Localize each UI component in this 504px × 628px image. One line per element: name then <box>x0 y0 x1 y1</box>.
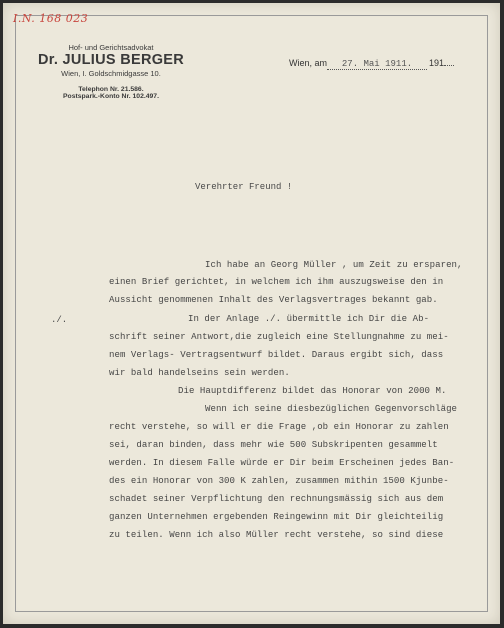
dateline-prefix: Wien, am <box>289 58 328 68</box>
body-line: Wenn ich seine diesbezüglichen Gegenvorschläge <box>205 403 458 414</box>
body-line: recht verstehe, so will er die Frage ,ob ein Honorar zu zahlen <box>109 421 449 432</box>
dateline-date: 27. Mai 1911. <box>327 59 427 70</box>
dateline-year-blank <box>444 65 454 66</box>
dateline-year-prefix: 191 <box>429 58 445 68</box>
body-line: Ich habe an Georg Müller , um Zeit zu ersparen, <box>205 259 463 270</box>
archive-number: I.N. 168 023 <box>13 12 89 25</box>
body-line: In der Anlage ./. übermittle ich Dir die Ab- <box>188 313 430 324</box>
body-line: einen Brief gerichtet, in welchem ich ihm auszugsweise den in <box>109 276 444 287</box>
body-line: Die Hauptdifferenz bildet das Honorar von 2000 M. <box>178 385 447 396</box>
letterhead-name: Dr. JULIUS BERGER <box>37 52 185 68</box>
letter-page <box>3 3 500 624</box>
body-line: sei, daran binden, dass mehr wie 500 Subskripenten gesammelt <box>109 439 438 450</box>
letterhead-address: Wien, I. Goldschmidgasse 10. <box>61 69 161 78</box>
body-line: Aussicht genommenen Inhalt des Verlagsvertrages bekannt gab. <box>109 294 438 305</box>
dateline <box>289 58 454 70</box>
body-line: ganzen Unternehmen ergebenden Reingewinn mit Dir gleichteilig <box>109 511 444 522</box>
body-line: des ein Honorar von 300 K zahlen, zusammen mithin 1500 Kjunbe- <box>109 475 449 486</box>
margin-mark: ./. <box>51 315 68 325</box>
letterhead <box>31 43 191 100</box>
body-line: schrift seiner Antwort,die zugleich eine Stellungnahme zu mei- <box>109 331 449 342</box>
letterhead-postal-account: Postspark.-Konto Nr. 102.497. <box>63 93 159 100</box>
letterhead-title: Hof- und Gerichtsadvokat <box>68 43 154 52</box>
body-line: zu teilen. Wenn ich also Müller recht verstehe, so sind diese <box>109 529 444 540</box>
letterhead-phone: Telephon Nr. 21.586. <box>78 86 144 93</box>
body-line: werden. In diesem Falle würde er Dir beim Erscheinen jedes Ban- <box>109 457 455 468</box>
body-line: wir bald handelseins sein werden. <box>109 367 290 378</box>
body-line: nem Verlags- Vertragsentwurf bildet. Daraus ergibt sich, dass <box>109 349 444 360</box>
salutation: Verehrter Freund ! <box>195 182 293 192</box>
body-line: schadet seiner Verpflichtung den rechnungsmässig sich aus dem <box>109 493 444 504</box>
